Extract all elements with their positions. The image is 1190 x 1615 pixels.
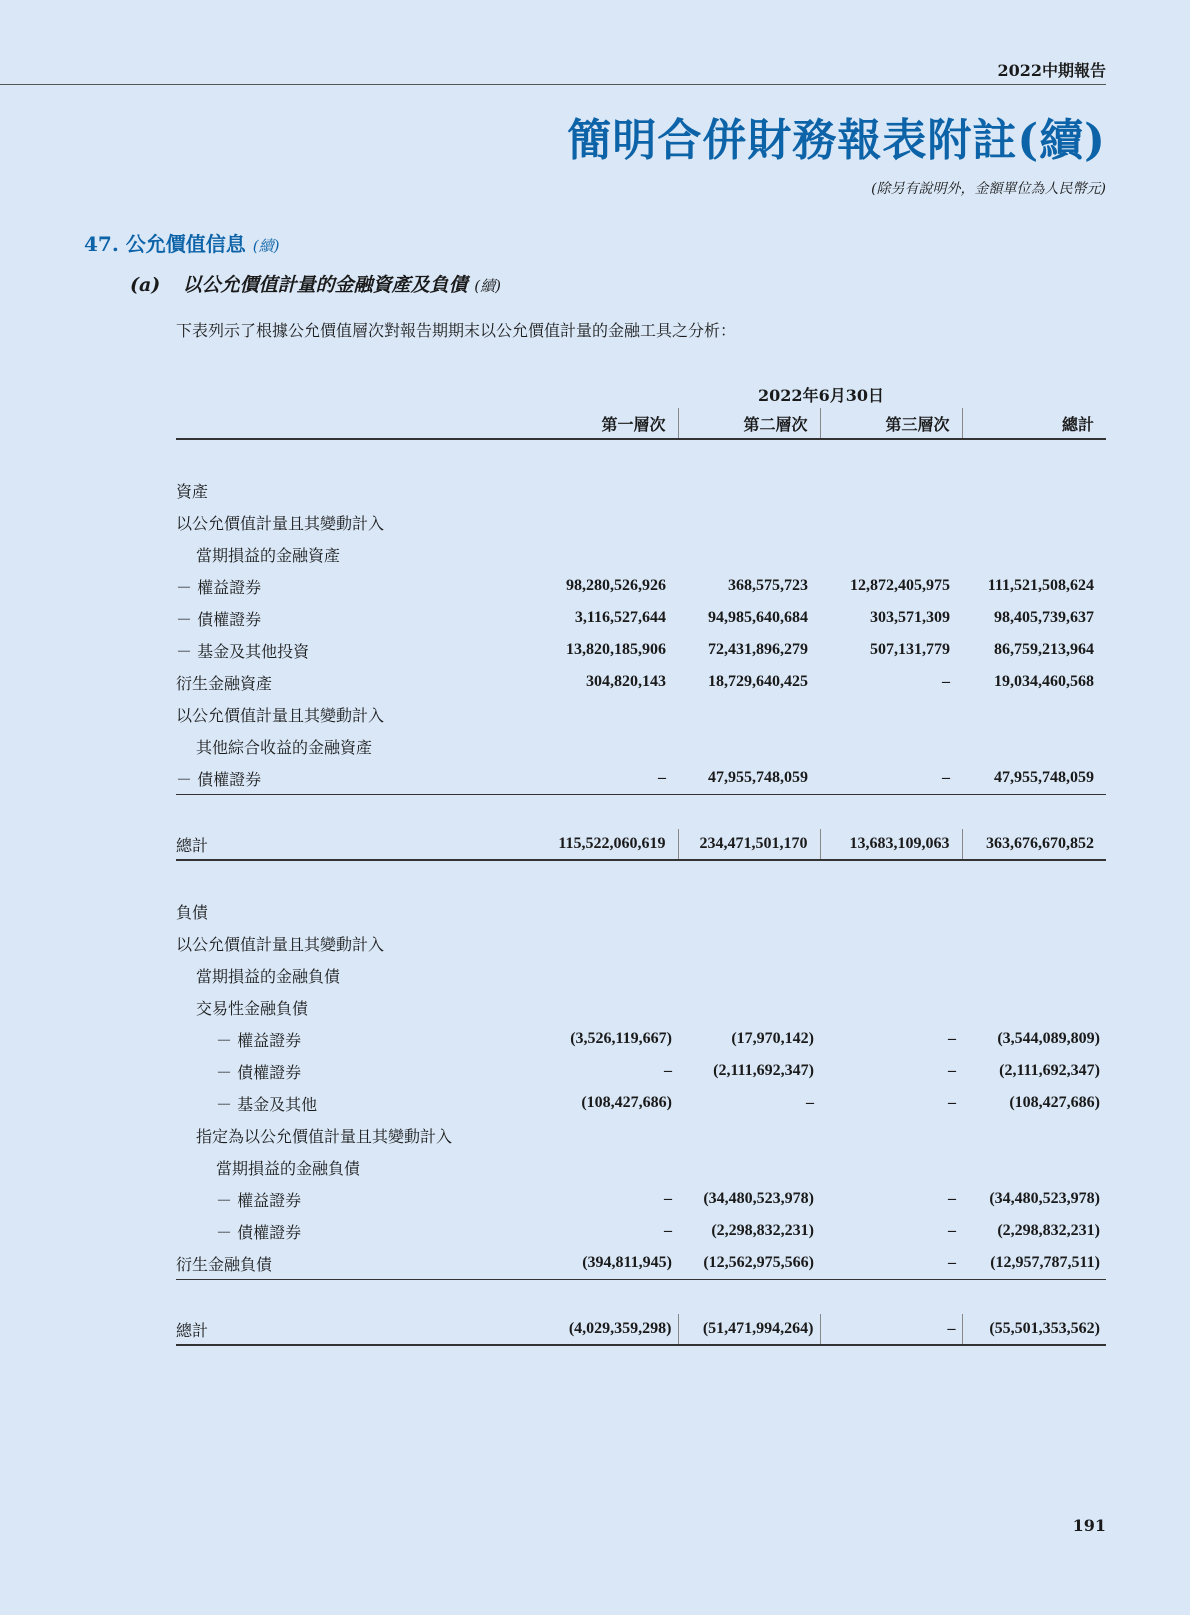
table-row — [176, 1151, 1106, 1183]
row-label: 交易性金融負債 — [196, 998, 309, 1018]
column-header-level3: 第三層次 — [820, 408, 962, 439]
table-row — [176, 1183, 1106, 1215]
subsection-heading — [130, 270, 501, 297]
row-value — [536, 1119, 678, 1151]
row-value — [962, 698, 1106, 730]
row-value — [962, 506, 1106, 538]
section-cont: (續) — [252, 237, 280, 255]
page-title: 簡明合併財務報表附註(續) — [567, 115, 1106, 166]
row-value: – — [948, 1030, 956, 1047]
row-value: (4,029,359,298) — [536, 1314, 678, 1345]
table-row — [176, 1023, 1106, 1055]
row-value — [820, 506, 962, 538]
table-row — [176, 991, 1106, 1023]
row-label: 衍生金融資產 — [176, 673, 273, 693]
row-value: 304,820,143 — [586, 673, 666, 690]
row-value — [820, 1119, 962, 1151]
unit-note: (除另有說明外，金額單位為人民幣元) — [871, 181, 1106, 197]
row-value: 47,955,748,059 — [962, 762, 1106, 795]
row-value — [962, 1151, 1106, 1183]
row-label: 以公允價值計量且其變動計入 — [176, 705, 385, 725]
row-label: 總計 — [176, 1314, 536, 1345]
table-row — [176, 1215, 1106, 1247]
row-value — [678, 927, 820, 959]
row-label: 其他綜合收益的金融資產 — [196, 737, 373, 757]
row-label: 以公允價值計量且其變動計入 — [176, 934, 385, 954]
table-row — [176, 762, 1106, 795]
row-value: (3,544,089,809) — [997, 1030, 1100, 1047]
row-value — [536, 730, 678, 762]
table-row — [176, 1314, 1106, 1345]
row-value: (17,970,142) — [731, 1030, 814, 1047]
row-value — [820, 991, 962, 1023]
row-value: (34,480,523,978) — [703, 1190, 814, 1207]
row-value — [820, 698, 962, 730]
row-value — [962, 959, 1106, 991]
table-row — [176, 538, 1106, 570]
row-value — [536, 506, 678, 538]
row-value: 98,280,526,926 — [566, 577, 666, 594]
table-spacer — [176, 439, 1106, 474]
row-value: (51,471,994,264) — [678, 1314, 820, 1345]
row-value: 13,683,109,063 — [820, 829, 962, 860]
row-value: (12,957,787,511) — [962, 1247, 1106, 1280]
table-spacer — [176, 860, 1106, 895]
table-date-row — [176, 380, 1106, 408]
row-value: (2,298,832,231) — [711, 1222, 814, 1239]
row-label: － 權益證券 — [216, 1190, 302, 1210]
row-value — [536, 538, 678, 570]
row-value: 18,729,640,425 — [708, 673, 808, 690]
subsection-title: 以公允價值計量的金融資產及負債 — [182, 274, 468, 296]
row-label: 總計 — [176, 829, 536, 860]
row-value: (34,480,523,978) — [989, 1190, 1100, 1207]
row-value: (12,562,975,566) — [678, 1247, 820, 1280]
subsection-label: (a) — [130, 274, 161, 296]
row-value: (2,111,692,347) — [713, 1062, 814, 1079]
table-section-heading — [176, 474, 1106, 506]
row-value: – — [948, 1190, 956, 1207]
section-heading — [84, 228, 279, 257]
table-row — [176, 698, 1106, 730]
row-value: 19,034,460,568 — [994, 673, 1094, 690]
row-value: 94,985,640,684 — [708, 609, 808, 626]
table-header-row — [176, 408, 1106, 439]
table-date: 2022年6月30日 — [758, 385, 884, 405]
row-value: 303,571,309 — [870, 609, 950, 626]
section-label: 資產 — [176, 481, 209, 501]
row-label: － 權益證券 — [216, 1030, 302, 1050]
row-label: 當期損益的金融負債 — [196, 966, 341, 986]
row-label: － 基金及其他 — [216, 1094, 318, 1114]
row-value — [536, 1151, 678, 1183]
row-value: 13,820,185,906 — [566, 641, 666, 658]
row-value: – — [820, 1247, 962, 1280]
row-value: 98,405,739,637 — [994, 609, 1094, 626]
row-label: 衍生金融負債 — [176, 1247, 536, 1280]
table-spacer — [176, 1280, 1106, 1315]
row-value: (108,427,686) — [1009, 1094, 1100, 1111]
row-value: – — [942, 673, 950, 690]
row-value: (394,811,945) — [536, 1247, 678, 1280]
table-row — [176, 959, 1106, 991]
row-value — [678, 1151, 820, 1183]
row-value: 72,431,896,279 — [708, 641, 808, 658]
report-name: 2022中期報告 — [997, 61, 1106, 80]
row-value: 3,116,527,644 — [574, 609, 666, 626]
subsection-cont: (續) — [474, 277, 501, 295]
table-row — [176, 1247, 1106, 1280]
row-value — [820, 1151, 962, 1183]
column-header-level1: 第一層次 — [536, 408, 678, 439]
table-spacer — [176, 795, 1106, 830]
row-value — [536, 959, 678, 991]
row-value: – — [820, 762, 962, 795]
table-row — [176, 634, 1106, 666]
table-row — [176, 927, 1106, 959]
table-section-heading — [176, 895, 1106, 927]
row-value: (3,526,119,667) — [570, 1030, 672, 1047]
row-value — [962, 730, 1106, 762]
row-value — [678, 538, 820, 570]
table-row — [176, 506, 1106, 538]
row-value: 12,872,405,975 — [850, 577, 950, 594]
row-value: – — [664, 1222, 672, 1239]
row-label: 當期損益的金融負債 — [216, 1158, 361, 1178]
row-value: – — [948, 1222, 956, 1239]
row-label: 當期損益的金融資產 — [196, 545, 341, 565]
row-label: 以公允價值計量且其變動計入 — [176, 513, 385, 533]
row-value — [820, 959, 962, 991]
row-label: － 債權證券 — [216, 1222, 302, 1242]
fair-value-table-wrap — [176, 380, 1106, 1346]
row-value — [962, 1119, 1106, 1151]
row-label: 指定為以公允價值計量且其變動計入 — [196, 1126, 453, 1146]
intro-text: 下表列示了根據公允價值層次對報告期期末以公允價值計量的金融工具之分析： — [176, 321, 737, 340]
row-label: － 權益證券 — [176, 577, 262, 597]
row-value — [678, 730, 820, 762]
row-value: 111,521,508,624 — [987, 577, 1094, 594]
page-number: 191 — [1072, 1516, 1106, 1535]
row-value: 234,471,501,170 — [678, 829, 820, 860]
table-row — [176, 1087, 1106, 1119]
row-value — [678, 959, 820, 991]
row-value: 47,955,748,059 — [678, 762, 820, 795]
row-value — [820, 730, 962, 762]
table-row — [176, 730, 1106, 762]
row-value: – — [664, 1190, 672, 1207]
section-number: 47. — [84, 232, 119, 256]
row-value: – — [948, 1062, 956, 1079]
table-row — [176, 666, 1106, 698]
row-value — [678, 506, 820, 538]
row-value — [962, 991, 1106, 1023]
row-value — [536, 698, 678, 730]
table-row — [176, 602, 1106, 634]
table-body — [176, 439, 1106, 1345]
row-label: － 債權證券 — [216, 1062, 302, 1082]
column-header-total: 總計 — [962, 408, 1106, 439]
section-title: 公允價值信息 — [125, 232, 246, 256]
row-value — [820, 538, 962, 570]
row-label: － 債權證券 — [176, 762, 536, 795]
row-label: － 基金及其他投資 — [176, 641, 310, 661]
section-label: 負債 — [176, 902, 209, 922]
header-divider — [0, 84, 1106, 85]
fair-value-table — [176, 380, 1106, 1346]
row-value — [962, 927, 1106, 959]
row-value: – — [664, 1062, 672, 1079]
table-row — [176, 1055, 1106, 1087]
row-value: 368,575,723 — [728, 577, 808, 594]
row-label: － 債權證券 — [176, 609, 262, 629]
row-value: – — [948, 1094, 956, 1111]
row-value — [536, 991, 678, 1023]
column-header-level2: 第二層次 — [678, 408, 820, 439]
row-value — [962, 538, 1106, 570]
table-row — [176, 1119, 1106, 1151]
row-value: – — [820, 1314, 962, 1345]
row-value — [678, 1119, 820, 1151]
table-row — [176, 570, 1106, 602]
row-value: 507,131,779 — [870, 641, 950, 658]
table-row — [176, 829, 1106, 860]
row-value — [678, 698, 820, 730]
row-value — [820, 927, 962, 959]
row-value: 363,676,670,852 — [962, 829, 1106, 860]
row-value — [678, 991, 820, 1023]
row-value: – — [536, 762, 678, 795]
row-value: (2,298,832,231) — [997, 1222, 1100, 1239]
row-value: (2,111,692,347) — [999, 1062, 1100, 1079]
row-value: (55,501,353,562) — [962, 1314, 1106, 1345]
row-value — [536, 927, 678, 959]
row-value: 115,522,060,619 — [536, 829, 678, 860]
row-value: – — [806, 1094, 814, 1111]
row-value: (108,427,686) — [581, 1094, 672, 1111]
row-value: 86,759,213,964 — [994, 641, 1094, 658]
